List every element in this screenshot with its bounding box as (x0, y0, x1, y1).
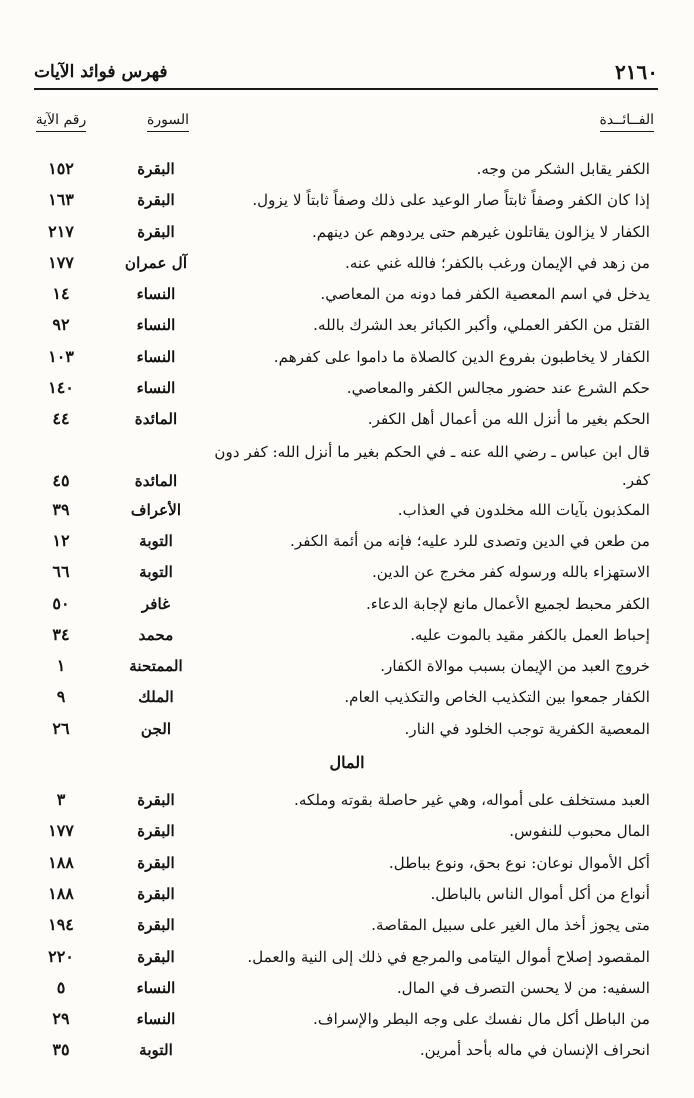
ayah-number: ١٦٣ (48, 190, 74, 210)
ayah-number: ٢١٧ (48, 221, 74, 241)
ayah-number: ٥ (56, 977, 66, 997)
column-header-ayah: رقم الآية (30, 112, 92, 128)
faida-text: حكم الشرع عند حضور مجالس الكفر والمعاصي. (346, 379, 650, 398)
section-heading (0, 745, 694, 785)
surah-name: المائدة (134, 410, 178, 429)
faida-text: أنواع من أكل أموال الناس بالباطل. (430, 884, 650, 903)
faida-text: متى يجوز أخذ مال الغير على سبيل المقاصة. (371, 916, 650, 935)
index-row (0, 879, 694, 910)
page-number: ٢١٦٠ (615, 60, 658, 84)
faida-text: إحباط العمل بالكفر مقيد بالموت عليه. (410, 625, 650, 644)
surah-name: الممتحنة (129, 657, 183, 676)
faida-text: الحكم بغير ما أنزل الله من أعمال أهل الكفر. (367, 410, 650, 429)
faida-text: خروج العبد من الإيمان بسبب موالاة الكفار. (380, 657, 650, 676)
index-row (0, 557, 694, 588)
index-row (0, 1035, 694, 1066)
index-row (0, 154, 694, 185)
faida-text: من زهد في الإيمان ورغب بالكفر؛ فالله غني عنه. (345, 253, 650, 272)
surah-name: البقرة (137, 916, 175, 935)
index-row (0, 248, 694, 279)
index-row (0, 436, 694, 495)
ayah-number: ١٨٨ (48, 883, 74, 903)
index-row (0, 404, 694, 435)
surah-name: غافر (141, 594, 171, 613)
ayah-number: ١٤ (52, 284, 70, 304)
section-heading-label: المال (329, 753, 365, 773)
ayah-number: ١٤٠ (48, 378, 74, 398)
surah-name: الجن (140, 719, 172, 738)
surah-name: الأعراف (130, 500, 182, 519)
faida-text: إذا كان الكفر وصفاً ثابتاً صار الوعيد على ذلك وصفاً ثابتاً لا يزول. (252, 191, 650, 210)
surah-name: التوبة (139, 563, 173, 582)
index-row (0, 589, 694, 620)
surah-name: النساء (136, 347, 176, 366)
ayah-number: ١٥٢ (48, 159, 74, 178)
index-row (0, 1004, 694, 1035)
surah-name: البقرة (137, 853, 175, 872)
ayah-number: ٩٢ (52, 315, 70, 335)
index-row (0, 217, 694, 248)
ayah-number: ٣ (56, 790, 66, 810)
index-row (0, 342, 694, 373)
index-row (0, 973, 694, 1004)
faida-text: الاستهزاء بالله ورسوله كفر مخرج عن الدين. (371, 563, 650, 582)
index-row (0, 495, 694, 526)
index-row (0, 910, 694, 941)
surah-name: النساء (136, 978, 176, 997)
surah-name: الملك (138, 688, 174, 707)
column-header-faida: الفــائــدة (600, 112, 655, 128)
faida-text: الكفر محبط لجميع الأعمال مانع لإجابة الدعاء. (365, 594, 650, 613)
faida-text: أكل الأموال نوعان: نوع بحق، ونوع بباطل. (388, 853, 650, 872)
faida-text: السفيه: من لا يحسن التصرف في المال. (396, 978, 650, 997)
ayah-number: ٣٥ (52, 1040, 70, 1060)
header-rule (34, 88, 658, 90)
faida-text: المقصود إصلاح أموال اليتامى والمرجع في ذلك إلى النية والعمل. (247, 947, 650, 966)
faida-text: الكفار لا يخاطبون بفروع الدين كالصلاة ما داموا على كفرهم. (273, 347, 650, 366)
surah-name: آل عمران (124, 253, 188, 272)
index-row (0, 816, 694, 847)
index-row (0, 185, 694, 216)
index-row (0, 651, 694, 682)
ayah-number: ١٩٤ (48, 915, 74, 935)
ayah-number: ٢٦ (52, 718, 70, 738)
ayah-number: ١٢ (52, 530, 70, 550)
surah-name: المائدة (134, 471, 178, 490)
faida-text: من الباطل أكل مال نفسك على وجه البطر والإسراف. (313, 1010, 650, 1029)
faida-text: المال محبوب للنفوس. (509, 822, 650, 841)
surah-name: النساء (136, 285, 176, 304)
ayah-number: ٢٢٠ (48, 946, 74, 966)
index-row (0, 373, 694, 404)
ayah-number: ٤٤ (52, 409, 70, 429)
index-row (0, 310, 694, 341)
index-row (0, 785, 694, 816)
running-title: فهرس فوائد الآيات (34, 62, 168, 82)
surah-name: البقرة (137, 947, 175, 966)
column-header-surah: السورة (128, 112, 208, 128)
faida-text: الكفار لا يزالون يقاتلون غيرهم حتى يردوهم عن دينهم. (311, 222, 650, 241)
ayah-number: ١٧٧ (48, 252, 74, 272)
faida-text: القتل من الكفر العملي، وأكبر الكبائر بعد الشرك بالله. (313, 316, 650, 335)
surah-name: البقرة (137, 160, 175, 178)
faida-text: قال ابن عباس ـ رضي الله عنه ـ في الحكم بغير ما أنزل الله: كفر دون كفر. (214, 442, 650, 489)
ayah-number: ١ (56, 656, 66, 676)
faida-text: يدخل في اسم المعصية الكفر فما دونه من المعاصي. (320, 285, 650, 304)
faida-text: المكذبون بآيات الله مخلدون في العذاب. (397, 500, 650, 519)
faida-text: العبد مستخلف على أمواله، وهي غير حاصلة بقوته وملكه. (294, 791, 650, 810)
surah-name: البقرة (137, 791, 175, 810)
surah-name: البقرة (137, 822, 175, 841)
index-row (0, 848, 694, 879)
ayah-number: ٩ (56, 687, 66, 707)
ayah-number: ٣٩ (52, 499, 70, 519)
index-row (0, 682, 694, 713)
ayah-number: ٥٠ (52, 593, 70, 613)
ayah-number: ٤٥ (52, 470, 70, 490)
surah-name: النساء (136, 1010, 176, 1029)
ayah-number: ١٠٣ (48, 346, 74, 366)
surah-name: النساء (136, 379, 176, 398)
surah-name: البقرة (137, 222, 175, 241)
faida-text: الكفر يقابل الشكر من وجه. (476, 160, 650, 178)
running-head (34, 60, 658, 88)
index-table (0, 154, 694, 1067)
ayah-number: ١٧٧ (48, 821, 74, 841)
faida-text: من طعن في الدين وتصدى للرد عليه؛ فإنه من أئمة الكفر. (290, 531, 650, 550)
surah-name: البقرة (137, 884, 175, 903)
index-row (0, 942, 694, 973)
surah-name: النساء (136, 316, 176, 335)
index-row (0, 279, 694, 310)
surah-name: محمد (138, 625, 174, 644)
ayah-number: ١٨٨ (48, 852, 74, 872)
surah-name: التوبة (139, 531, 173, 550)
index-row (0, 526, 694, 557)
ayah-number: ٦٦ (52, 562, 70, 582)
index-row (0, 714, 694, 745)
index-row (0, 620, 694, 651)
faida-text: الكفار جمعوا بين التكذيب الخاص والتكذيب العام. (344, 688, 650, 707)
ayah-number: ٢٩ (52, 1009, 70, 1029)
faida-text: انحراف الإنسان في ماله بأحد أمرين. (419, 1041, 650, 1060)
faida-text: المعصية الكفرية توجب الخلود في النار. (404, 719, 650, 738)
ayah-number: ٣٤ (52, 624, 70, 644)
surah-name: البقرة (137, 191, 175, 210)
surah-name: التوبة (139, 1041, 173, 1060)
